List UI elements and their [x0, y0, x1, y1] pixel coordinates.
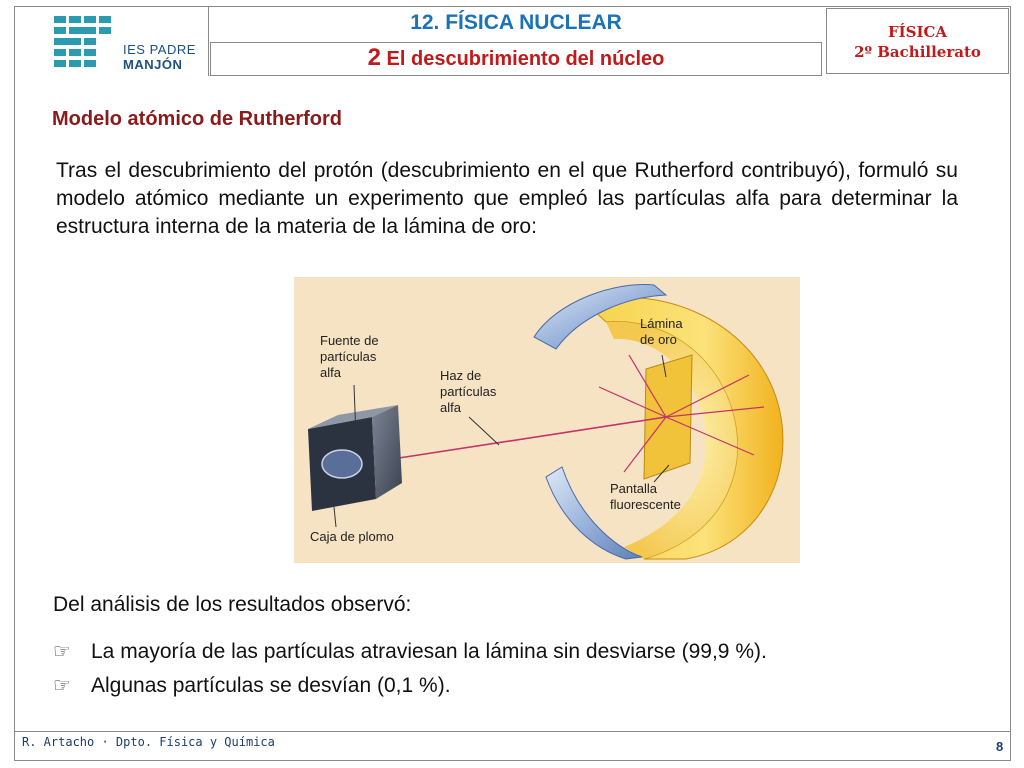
logo-text-line1: IES PADRE	[123, 42, 196, 57]
result-bullet	[53, 673, 451, 698]
screen-label-line2: fluorescente	[610, 497, 681, 512]
section-title: El descubrimiento del núcleo	[380, 48, 665, 70]
foil-label-line1: Lámina	[640, 316, 683, 331]
screen-label-line1: Pantalla	[610, 481, 657, 496]
rutherford-experiment-figure	[294, 277, 800, 563]
result-bullet-text: Algunas partículas se desvían (0,1 %).	[91, 674, 451, 697]
source-label-line1: Fuente de	[320, 333, 379, 348]
footer-divider	[14, 731, 1011, 732]
source-label-line3: alfa	[320, 365, 341, 380]
subject-label: FÍSICA	[887, 23, 948, 41]
footer-author: R. Artacho · Dpto. Física y Química	[22, 735, 275, 749]
beam-label-line3: alfa	[440, 400, 461, 415]
analysis-intro: Del análisis de los resultados observó:	[53, 593, 412, 616]
logo-grid-icon	[54, 16, 114, 68]
subject-box	[826, 8, 1009, 74]
rutherford-diagram	[294, 277, 800, 563]
source-label-line2: partículas	[320, 349, 377, 364]
result-bullet	[53, 639, 767, 664]
section-number: 2	[367, 44, 381, 71]
lead-box-side	[372, 405, 402, 499]
course-label: 2º Bachillerato	[854, 43, 981, 61]
alpha-source	[322, 450, 362, 478]
result-bullet-text: La mayoría de las partículas atraviesan la lámina sin desviarse (99,9 %).	[91, 640, 767, 663]
pointing-hand-icon: ☞	[53, 675, 71, 697]
intro-paragraph: Tras el descubrimiento del protón (descubrimiento en el que Rutherford contribuyó), formuló su modelo atómico mediante un experimento que empleó las partículas alfa para determinar la estructura interna de la materia de la lámina de oro:	[56, 159, 958, 238]
label-leader	[469, 417, 499, 445]
school-logo	[14, 6, 209, 76]
pointing-hand-icon: ☞	[53, 641, 71, 663]
slide-header	[14, 6, 1011, 76]
model-title: Modelo atómico de Rutherford	[52, 108, 342, 130]
title-box	[210, 8, 822, 76]
section-heading	[210, 42, 822, 76]
lead-box-label: Caja de plomo	[310, 529, 394, 544]
unit-title: 12. FÍSICA NUCLEAR	[410, 11, 622, 34]
label-leader	[334, 507, 336, 527]
logo-text-line2: MANJÓN	[123, 57, 183, 72]
page-number: 8	[996, 739, 1004, 754]
foil-label-line2: de oro	[640, 332, 677, 347]
beam-label-line1: Haz de	[440, 368, 482, 383]
alpha-beam	[386, 417, 666, 460]
beam-label-line2: partículas	[440, 384, 497, 399]
